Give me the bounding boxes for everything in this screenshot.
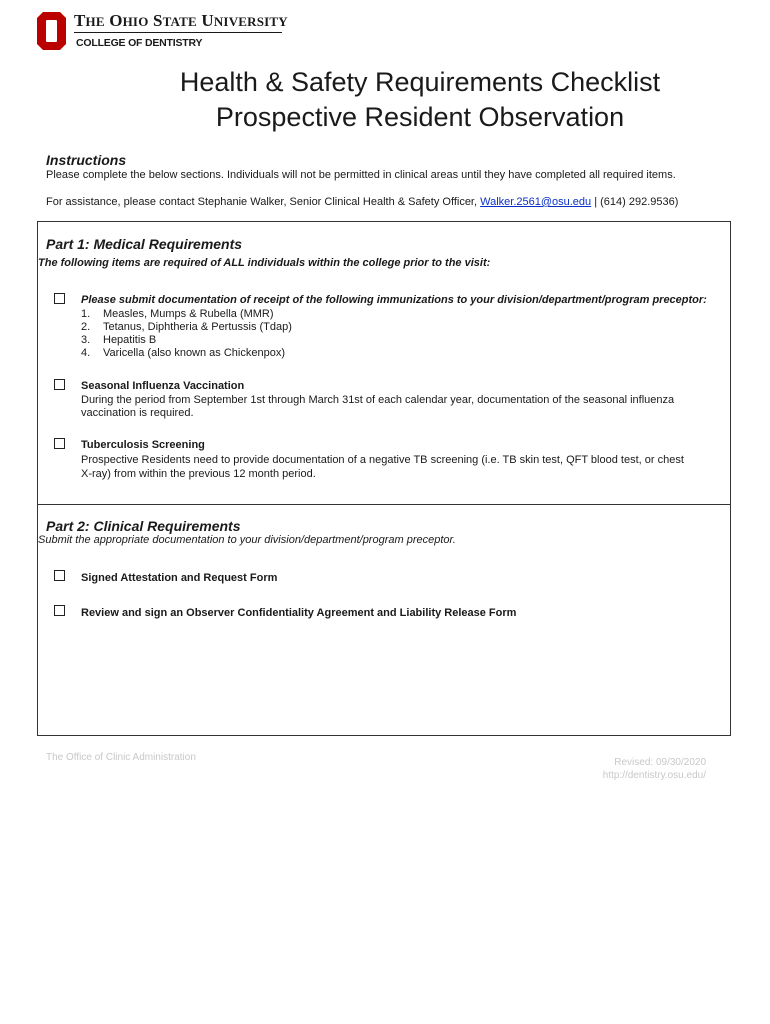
influenza-checkbox[interactable] — [54, 379, 65, 390]
document-subtitle: Prospective Resident Observation — [215, 102, 625, 132]
contact-phone: | (614) 292.9536) — [591, 196, 679, 208]
list-item: 1. Measles, Mumps & Rubella (MMR) — [81, 308, 274, 320]
document-title: Health & Safety Requirements Checklist — [179, 67, 661, 97]
instructions-text: Please complete the below sections. Individuals will not be permitted in clinical areas until they have completed all required items. — [46, 169, 676, 181]
influenza-title: Seasonal Influenza Vaccination — [81, 380, 245, 392]
tb-checkbox[interactable] — [54, 438, 65, 449]
immunizations-checkbox[interactable] — [54, 293, 65, 304]
list-item: 4. Varicella (also known as Chickenpox) — [81, 347, 285, 359]
footer-url[interactable]: http://dentistry.osu.edu/ — [602, 770, 706, 781]
part2-subheading: Submit the appropriate documentation to your division/department/program preceptor. — [38, 534, 456, 546]
list-item: 3. Hepatitis B — [81, 334, 157, 346]
part1-subheading: The following items are required of ALL individuals within the college prior to the visit: — [38, 257, 491, 269]
influenza-desc-line1: During the period from September 1st through March 31st of each calendar year, documentation of the seasonal influenza — [81, 394, 675, 406]
tb-desc-line1: Prospective Residents need to provide documentation of a negative TB screening (i.e. TB skin test, QFT blood test, or chest — [81, 454, 684, 466]
footer-revised: Revised: 09/30/2020 — [614, 757, 706, 768]
influenza-desc-line2: vaccination is required. — [81, 407, 194, 419]
contact-line — [46, 196, 678, 209]
university-name: THE OHIO STATE UNIVERSITY — [74, 11, 288, 30]
attestation-checkbox[interactable] — [54, 570, 65, 581]
immunizations-title: Please submit documentation of receipt of the following immunizations to your division/department/program preceptor: — [81, 294, 707, 306]
college-name: COLLEGE OF DENTISTRY — [76, 37, 203, 49]
footer-office: The Office of Clinic Administration — [46, 752, 196, 763]
immunization-list — [81, 308, 292, 360]
confidentiality-title: Review and sign an Observer Confidentiality Agreement and Liability Release Form — [81, 607, 517, 619]
confidentiality-checkbox[interactable] — [54, 605, 65, 616]
part1-heading: Part 1: Medical Requirements — [46, 236, 243, 252]
attestation-title: Signed Attestation and Request Form — [81, 572, 278, 584]
part2-heading: Part 2: Clinical Requirements — [46, 518, 241, 534]
contact-email-link[interactable]: Walker.2561@osu.edu — [480, 196, 592, 208]
contact-prefix: For assistance, please contact Stephanie Walker, Senior Clinical Health & Safety Officer, — [46, 196, 481, 208]
tb-desc-line2: X-ray) from within the previous 12 month period. — [81, 468, 316, 480]
list-item: 2. Tetanus, Diphtheria & Pertussis (Tdap) — [81, 321, 292, 333]
instructions-heading: Instructions — [46, 152, 127, 168]
osu-block-o-logo-icon — [37, 12, 66, 50]
tb-title: Tuberculosis Screening — [81, 439, 205, 451]
header-rule — [74, 32, 282, 33]
